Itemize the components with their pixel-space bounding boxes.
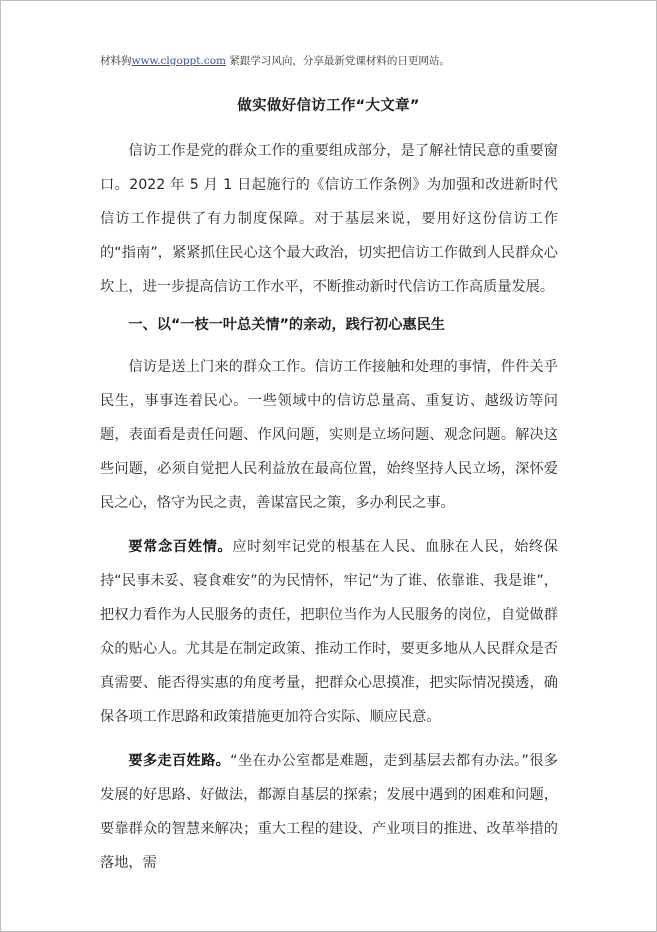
header-website-link[interactable]: www.clgoppt.com — [131, 55, 226, 67]
section-paragraph: 信访是送上门来的群众工作。信访工作接触和处理的事情，件件关乎民生，事事连着民心。一些领域中的信访总量高、重复访、越级访等问题，表面看是责任问题、作风问题，实则是立场问题、观念问题。解决这些问题，必须自觉把人民利益放在最高位置，始终坚持人民立场，深怀爱民之心，恪守为民之责，善谋富民之策，多办利民之事。 — [100, 359, 558, 511]
intro-paragraph: 信访工作是党的群众工作的重要组成部分，是了解社情民意的重要窗口。2022 年 5 月 1 日起施行的《信访工作条例》为加强和改进新时代信访工作提供了有力制度保障。对于基层来说，要用好这份信访工作的“指南”，紧紧抓住民心这个最大政治，切实把信访工作做到人民群众心坎上，进一步提高信访工作水平，不断推动新时代信访工作高质量发展。 — [100, 143, 558, 295]
section-paragraph-road — [100, 744, 558, 880]
paragraph-text: “坐在办公室都是难题，走到基层去都有办法。”很多发展的好思路、好做法，都源自基层的探索；发展中遇到的困难和问题，要靠群众的智慧来解决；重大工程的建设、产业项目的推进、改革举措的落地，需 — [100, 753, 558, 871]
document-body — [100, 134, 558, 880]
header-suffix: 紧跟学习风向，分享最新党课材料的日更网站。 — [226, 55, 450, 67]
section-paragraph-care — [100, 530, 558, 734]
paragraph-lead: 要常念百姓情。 — [128, 539, 233, 555]
page-header — [100, 53, 450, 68]
paragraph-text: 应时刻牢记党的根基在人民、血脉在人民，始终保持“民事未妥、寝食难安”的为民情怀，牢记“为了谁、依靠谁、我是谁”，把权力看作为人民服务的责任，把职位当作为人民服务的岗位，自觉做群众的贴心人。尤其是在制定政策、推动工作时，要更多地从人民群众是否真需要、能否得实惠的角度考量，把群众心思摸准，把实际情况摸透，确保各项工作思路和政策措施更加符合实际、顺应民意。 — [100, 539, 558, 725]
document-title: 做实做好信访工作“大文章” — [237, 98, 420, 114]
header-prefix: 材料狗 — [100, 55, 132, 67]
section-heading: 一、以“一枝一叶总关情”的亲动，践行初心惠民生 — [128, 317, 445, 333]
paragraph-lead: 要多走百姓路。 — [128, 753, 231, 769]
